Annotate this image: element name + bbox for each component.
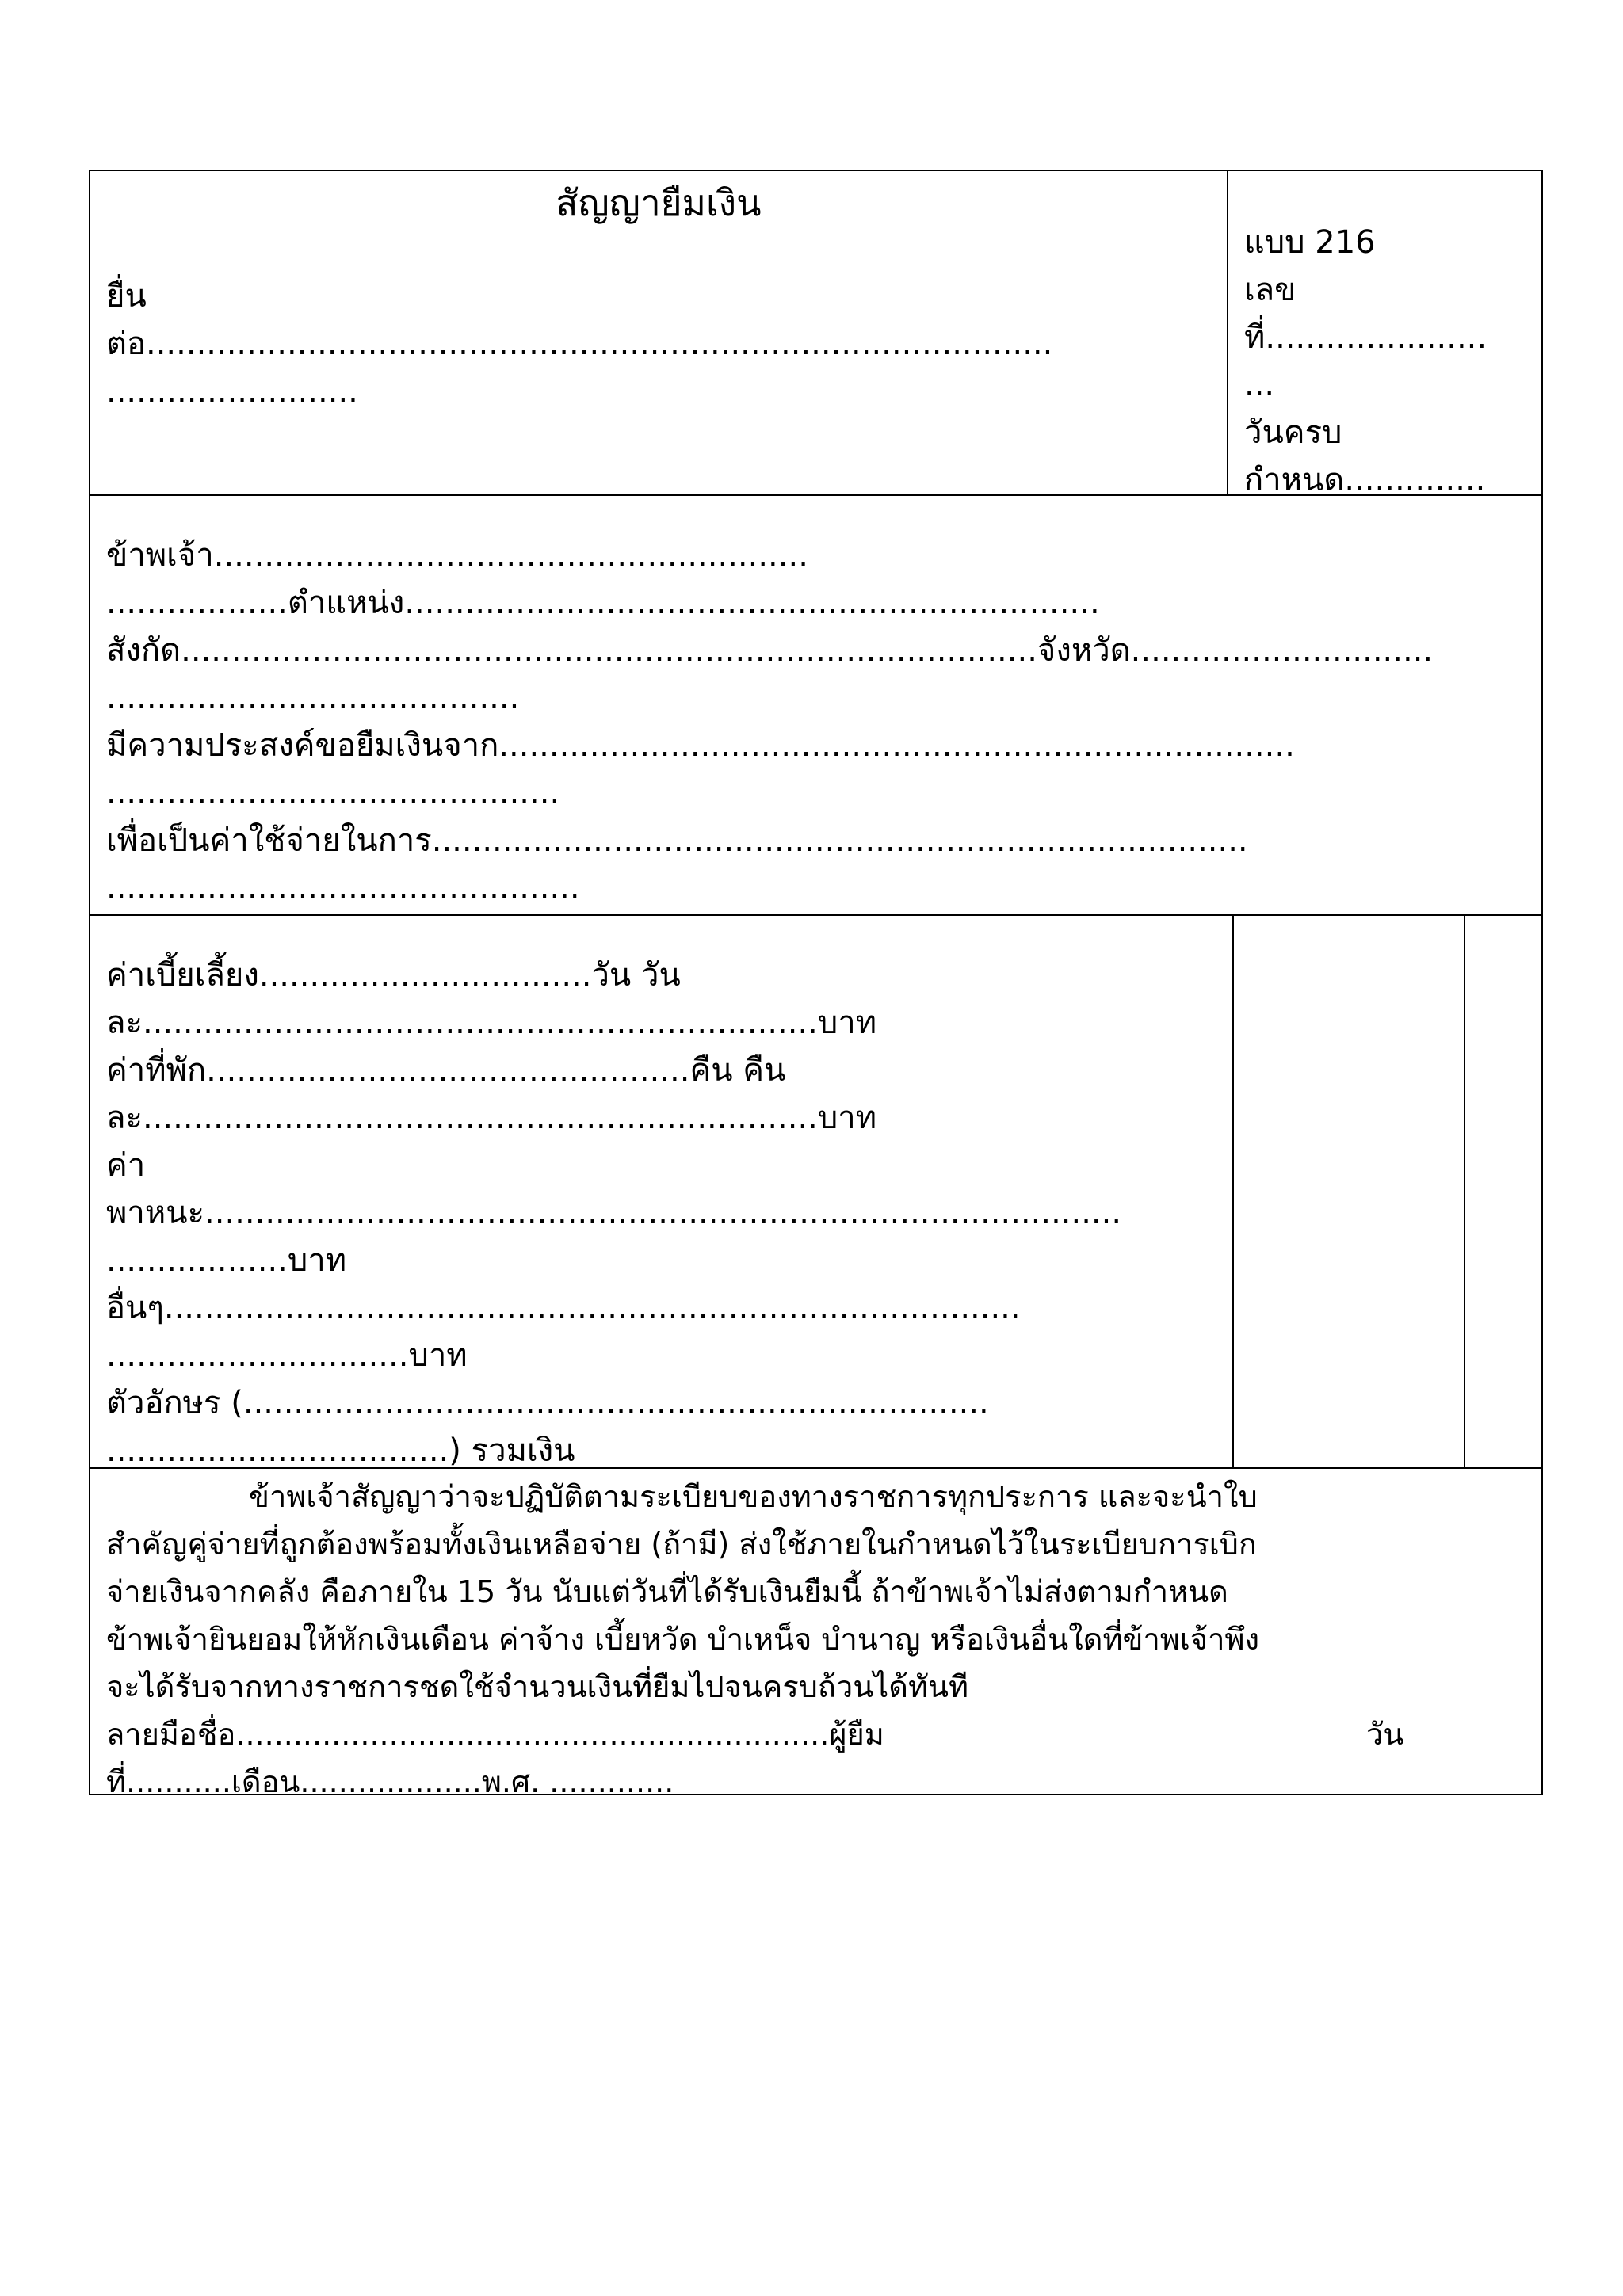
borrow-from-field-continued[interactable]: ............................................. (106, 775, 560, 811)
loan-contract-form (89, 170, 1543, 1799)
amount-in-words-field[interactable]: ตัวอักษร (.......................................................................... (106, 1385, 989, 1421)
agreement-row (90, 1469, 1541, 1799)
other-expense-amount-field[interactable]: ..............................บาท (106, 1337, 468, 1374)
submit-to-field[interactable]: ต่อ.......................................................................................... (106, 326, 1053, 362)
lodging-rate-field[interactable]: ละ...................................................................บาท (106, 1100, 877, 1136)
expense-row (90, 916, 1541, 1469)
agreement-text-line: จะได้รับจากทางราชการชดใช้จำนวนเงินที่ยืมไปจนครบถ้วนได้ทันที (106, 1669, 969, 1704)
header-row (90, 171, 1541, 496)
borrower-cell (90, 496, 1541, 914)
affiliation-province-field[interactable]: สังกัด.....................................................................................จังหวัด.............................. (106, 632, 1434, 669)
header-meta-cell (1228, 171, 1541, 498)
document-number-field-continued[interactable]: ... (1244, 367, 1275, 403)
total-amount-label[interactable]: ..................................) รวมเงิน (106, 1432, 575, 1469)
date-label: วัน (1366, 1717, 1404, 1752)
signature-field[interactable]: ลายมือชื่อ..............................................................ผู้ยืม (106, 1717, 884, 1752)
position-field[interactable]: ..................ตำแหน่ง..................................................................... (106, 585, 1100, 621)
agreement-text-line: จ่ายเงินจากคลัง คือภายใน 15 วัน นับแต่วันที่ได้รับเงินยืมนี้ ถ้าข้าพเจ้าไม่ส่งตามกำหนด (106, 1574, 1228, 1609)
form-number: แบบ 216 (1244, 224, 1376, 261)
signature-line (106, 1711, 1526, 1758)
transport-label: ค่า (106, 1147, 146, 1184)
other-expense-field[interactable]: อื่นๆ..................................................................................... (106, 1290, 1021, 1326)
purpose-field[interactable]: เพื่อเป็นค่าใช้จ่ายในการ................................................................................. (106, 822, 1248, 859)
purpose-field-continued[interactable]: ............................................... (106, 870, 580, 906)
borrower-name-field[interactable]: ข้าพเจ้า........................................................... (106, 537, 808, 574)
borrower-row (90, 496, 1541, 916)
borrow-from-field[interactable]: มีความประสงค์ขอยืมเงินจาก............................................................................... (106, 727, 1295, 764)
allowance-rate-field[interactable]: ละ...................................................................บาท (106, 1005, 877, 1041)
agreement-cell (90, 1469, 1541, 1799)
form-title: สัญญายืมเงิน (556, 181, 762, 224)
lodging-nights-field[interactable]: ค่าที่พัก................................................คืน คืน (106, 1052, 786, 1089)
amount-baht-column[interactable] (1234, 916, 1465, 1467)
date-field[interactable]: ที่...........เดือน...................พ.ศ. ............. (106, 1764, 674, 1799)
document-number-label: เลข (1244, 272, 1296, 308)
agreement-text-line: สำคัญคู่จ่ายที่ถูกต้องพร้อมทั้งเงินเหลือจ่าย (ถ้ามี) ส่งใช้ภายในกำหนดไว้ในระเบียบการเบิก (106, 1527, 1257, 1562)
transport-amount-field[interactable]: ..................บาท (106, 1242, 347, 1279)
document-number-field[interactable]: ที่...................... (1244, 319, 1487, 356)
amount-satang-column[interactable] (1465, 916, 1541, 1467)
agreement-text-line: ข้าพเจ้าสัญญาว่าจะปฏิบัติตามระเบียบของทางราชการทุกประการ และจะนำใบ (249, 1479, 1258, 1514)
submit-to-field-continued[interactable]: ......................... (106, 373, 358, 410)
affiliation-field-continued[interactable]: ......................................... (106, 680, 520, 716)
expense-items-cell (90, 916, 1234, 1467)
due-date-label: วันครบ (1244, 414, 1342, 451)
agreement-text-line: ข้าพเจ้ายินยอมให้หักเงินเดือน ค่าจ้าง เบี้ยหวัด บำเหน็จ บำนาญ หรือเงินอื่นใดที่ข้าพเจ้าพึง (106, 1622, 1260, 1657)
header-main-cell (90, 171, 1228, 494)
submit-to-label: ยื่น (106, 278, 147, 315)
allowance-days-field[interactable]: ค่าเบี้ยเลี้ยง.................................วัน วัน (106, 957, 681, 994)
transport-field[interactable]: พาหนะ........................................................................................... (106, 1195, 1122, 1231)
submit-to-block (106, 273, 1052, 415)
due-date-field[interactable]: กำหนด.............. (1244, 462, 1486, 498)
